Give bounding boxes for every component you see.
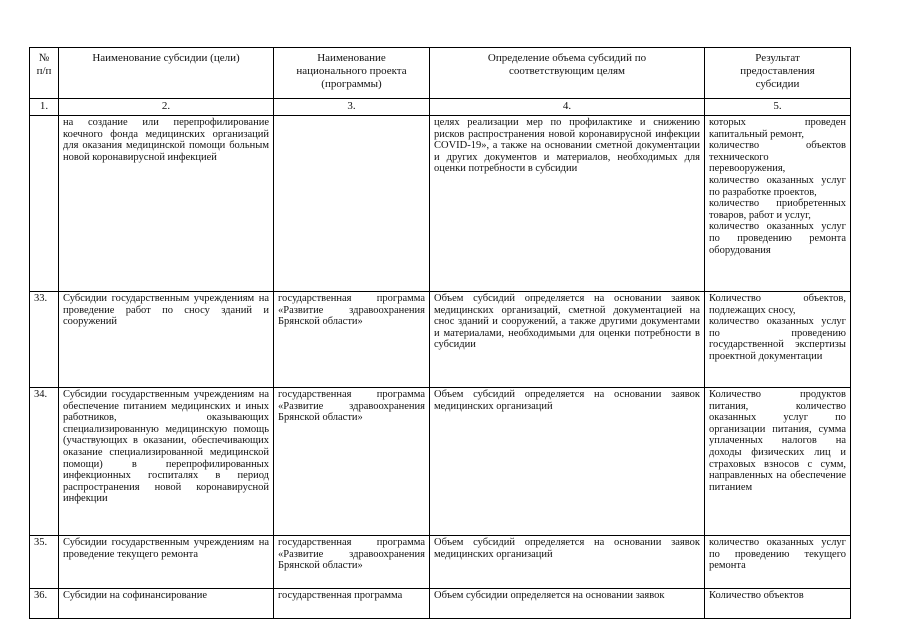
header-definition: Определение объема субсидий по соответствующим целям	[430, 48, 705, 99]
subsidy-definition: Объем субсидий определяется на основании заявок медицинских организаций	[430, 536, 705, 589]
national-project: государственная программа «Развитие здравоохранения Брянской области»	[274, 292, 430, 388]
subsidy-result: Количество объектов, подлежащих сносу, количество оказанных услуг по проведению государственной экспертизы проектной документации	[705, 292, 851, 388]
subsidy-result: Количество объектов	[705, 589, 851, 619]
national-project: государственная программа «Развитие здравоохранения Брянской области»	[274, 536, 430, 589]
row-number: 35.	[30, 536, 59, 589]
subsidy-name: Субсидии государственным учреждениям на проведение работ по сносу зданий и сооружений	[59, 292, 274, 388]
subsidy-result: Количество продуктов питания, количество оказанных услуг по организации питания, сумма уплаченных налогов на доходы физических лиц и страховых взносов с сумм, направленных на обеспечение питанием	[705, 388, 851, 536]
national-project	[274, 116, 430, 292]
national-project: государственная программа	[274, 589, 430, 619]
table-row	[30, 536, 851, 589]
header-num: № п/п	[30, 48, 59, 99]
column-number: 1.	[30, 99, 59, 116]
subsidy-definition: Объем субсидии определяется на основании заявок	[430, 589, 705, 619]
column-number: 3.	[274, 99, 430, 116]
header-row	[30, 48, 851, 99]
subsidy-definition: Объем субсидий определяется на основании заявок медицинских организаций	[430, 388, 705, 536]
column-number: 4.	[430, 99, 705, 116]
subsidy-result: которых проведен капитальный ремонт, количество объектов технического перевооружения, количество оказанных услуг по разработке проектов, количество приобретенных товаров, работ и услуг, количество оказанных услуг по проведению ремонта оборудования	[705, 116, 851, 292]
subsidy-name: на создание или перепрофилирование коечного фонда медицинских организаций для оказания медицинской помощи больным новой коронавирусной инфекцией	[59, 116, 274, 292]
subsidy-name: Субсидии государственным учреждениям на обеспечение питанием медицинских и иных работников, оказывающих специализированную медицинскую помощь (участвующих в оказании, обеспечивающих оказание специализированной медицинской помощи) в перепрофилированных инфекционных госпиталях в период распространения новой коронавирусной инфекции	[59, 388, 274, 536]
header-result: Результат предоставления субсидии	[705, 48, 851, 99]
table-row	[30, 388, 851, 536]
header-name: Наименование субсидии (цели)	[59, 48, 274, 99]
column-numbers-row	[30, 99, 851, 116]
row-number: 34.	[30, 388, 59, 536]
column-number: 5.	[705, 99, 851, 116]
subsidy-table	[29, 47, 851, 619]
table-row	[30, 116, 851, 292]
row-number	[30, 116, 59, 292]
row-number: 36.	[30, 589, 59, 619]
column-number: 2.	[59, 99, 274, 116]
subsidy-name: Субсидии государственным учреждениям на проведение текущего ремонта	[59, 536, 274, 589]
subsidy-name: Субсидии на софинансирование	[59, 589, 274, 619]
national-project: государственная программа «Развитие здравоохранения Брянской области»	[274, 388, 430, 536]
subsidy-definition: Объем субсидий определяется на основании заявок медицинских организаций, сметной документацией на снос зданий и сооружений, а также другими документами и материалами, необходимыми для оценки потребности в субсидии	[430, 292, 705, 388]
row-number: 33.	[30, 292, 59, 388]
header-project: Наименование национального проекта (программы)	[274, 48, 430, 99]
table-row	[30, 292, 851, 388]
subsidy-result: количество оказанных услуг по проведению текущего ремонта	[705, 536, 851, 589]
table-row	[30, 589, 851, 619]
subsidy-definition: целях реализации мер по профилактике и снижению рисков распространения новой коронавирусной инфекции COVID-19», а также на основании сметной документации и других документов и материалов, необходимых для оценки потребности в субсидии	[430, 116, 705, 292]
